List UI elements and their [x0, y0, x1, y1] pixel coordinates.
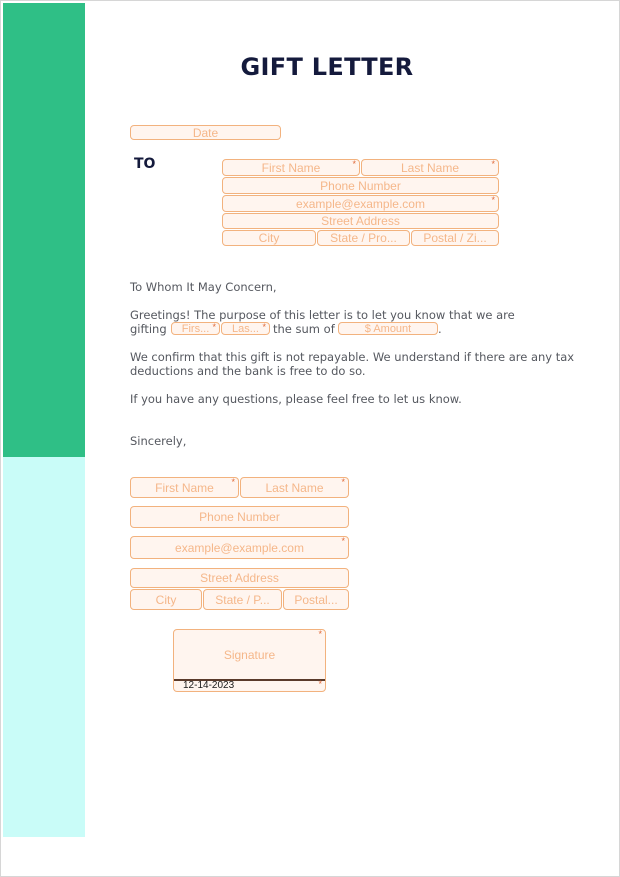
- sender-city-field[interactable]: [130, 589, 202, 610]
- required-mark: *: [318, 679, 322, 689]
- sender-street-placeholder: Street Address: [200, 571, 279, 585]
- sender-phone-placeholder: Phone Number: [199, 510, 280, 524]
- confirm-line-1: We confirm that this gift is not repayable. We understand if there are any tax: [130, 350, 575, 364]
- inline-last-name-field[interactable]: [221, 322, 270, 335]
- required-mark: *: [318, 629, 322, 639]
- required-mark: *: [262, 322, 266, 332]
- questions-text: If you have any questions, please feel free to let us know.: [130, 392, 462, 406]
- recipient-last-name-field[interactable]: [361, 159, 499, 176]
- inline-first-name-placeholder: Firs...: [181, 322, 210, 335]
- required-mark: *: [352, 159, 356, 169]
- confirm-line-2: deductions and the bank is free to do so.: [130, 364, 366, 378]
- sender-last-name-placeholder: Last Name: [265, 480, 324, 495]
- recipient-phone-field[interactable]: [222, 177, 499, 194]
- recipient-last-name-placeholder: Last Name: [400, 160, 460, 175]
- sender-street-field[interactable]: [130, 568, 349, 588]
- required-mark: *: [231, 477, 235, 487]
- signature-field[interactable]: [173, 629, 326, 692]
- to-label: TO: [134, 156, 156, 172]
- recipient-city-field[interactable]: [222, 230, 316, 246]
- sender-first-name-placeholder: First Name: [155, 480, 214, 495]
- sender-state-placeholder: State / P...: [215, 592, 270, 607]
- page-title: GIFT LETTER: [240, 53, 414, 81]
- date-placeholder: Date: [192, 125, 219, 140]
- required-mark: *: [212, 322, 216, 332]
- date-field[interactable]: [130, 125, 281, 140]
- recipient-email-field[interactable]: [222, 195, 499, 212]
- gifting-word: gifting: [130, 322, 167, 336]
- greeting-line-1: Greetings! The purpose of this letter is to let you know that we are: [130, 308, 515, 322]
- cyan-side-band: [3, 457, 85, 837]
- green-side-band: [3, 3, 85, 457]
- recipient-first-name-field[interactable]: [222, 159, 360, 176]
- closing-text: Sincerely,: [130, 434, 187, 448]
- inline-first-name-field[interactable]: [171, 322, 220, 335]
- period-text: .: [438, 322, 442, 336]
- required-mark: *: [491, 195, 495, 205]
- required-mark: *: [491, 159, 495, 169]
- required-mark: *: [341, 536, 345, 546]
- sender-postal-field[interactable]: [283, 589, 349, 610]
- sender-email-field[interactable]: [130, 536, 349, 559]
- recipient-street-placeholder: Street Address: [321, 214, 400, 228]
- recipient-street-field[interactable]: [222, 213, 499, 229]
- recipient-phone-placeholder: Phone Number: [320, 178, 401, 193]
- recipient-state-field[interactable]: [317, 230, 410, 246]
- recipient-email-placeholder: example@example.com: [296, 196, 425, 211]
- recipient-city-placeholder: City: [258, 231, 280, 245]
- required-mark: *: [341, 477, 345, 487]
- amount-field[interactable]: [338, 322, 438, 335]
- amount-placeholder: $ Amount: [364, 322, 412, 335]
- recipient-state-placeholder: State / Pro...: [330, 231, 397, 245]
- sender-email-placeholder: example@example.com: [175, 540, 304, 555]
- recipient-postal-field[interactable]: [411, 230, 499, 246]
- sender-first-name-field[interactable]: [130, 477, 239, 498]
- recipient-postal-placeholder: Postal / Zi...: [423, 231, 487, 245]
- sender-city-placeholder: City: [155, 592, 177, 607]
- sum-of-text: the sum of: [273, 322, 335, 336]
- inline-last-name-placeholder: Las...: [232, 322, 259, 335]
- sender-last-name-field[interactable]: [240, 477, 349, 498]
- salutation-text: To Whom It May Concern,: [130, 280, 277, 294]
- recipient-first-name-placeholder: First Name: [261, 160, 321, 175]
- sender-postal-placeholder: Postal...: [294, 592, 338, 607]
- sender-phone-field[interactable]: [130, 506, 349, 528]
- signature-placeholder: Signature: [223, 648, 276, 662]
- signature-date: 12-14-2023: [183, 680, 235, 691]
- sender-state-field[interactable]: [203, 589, 282, 610]
